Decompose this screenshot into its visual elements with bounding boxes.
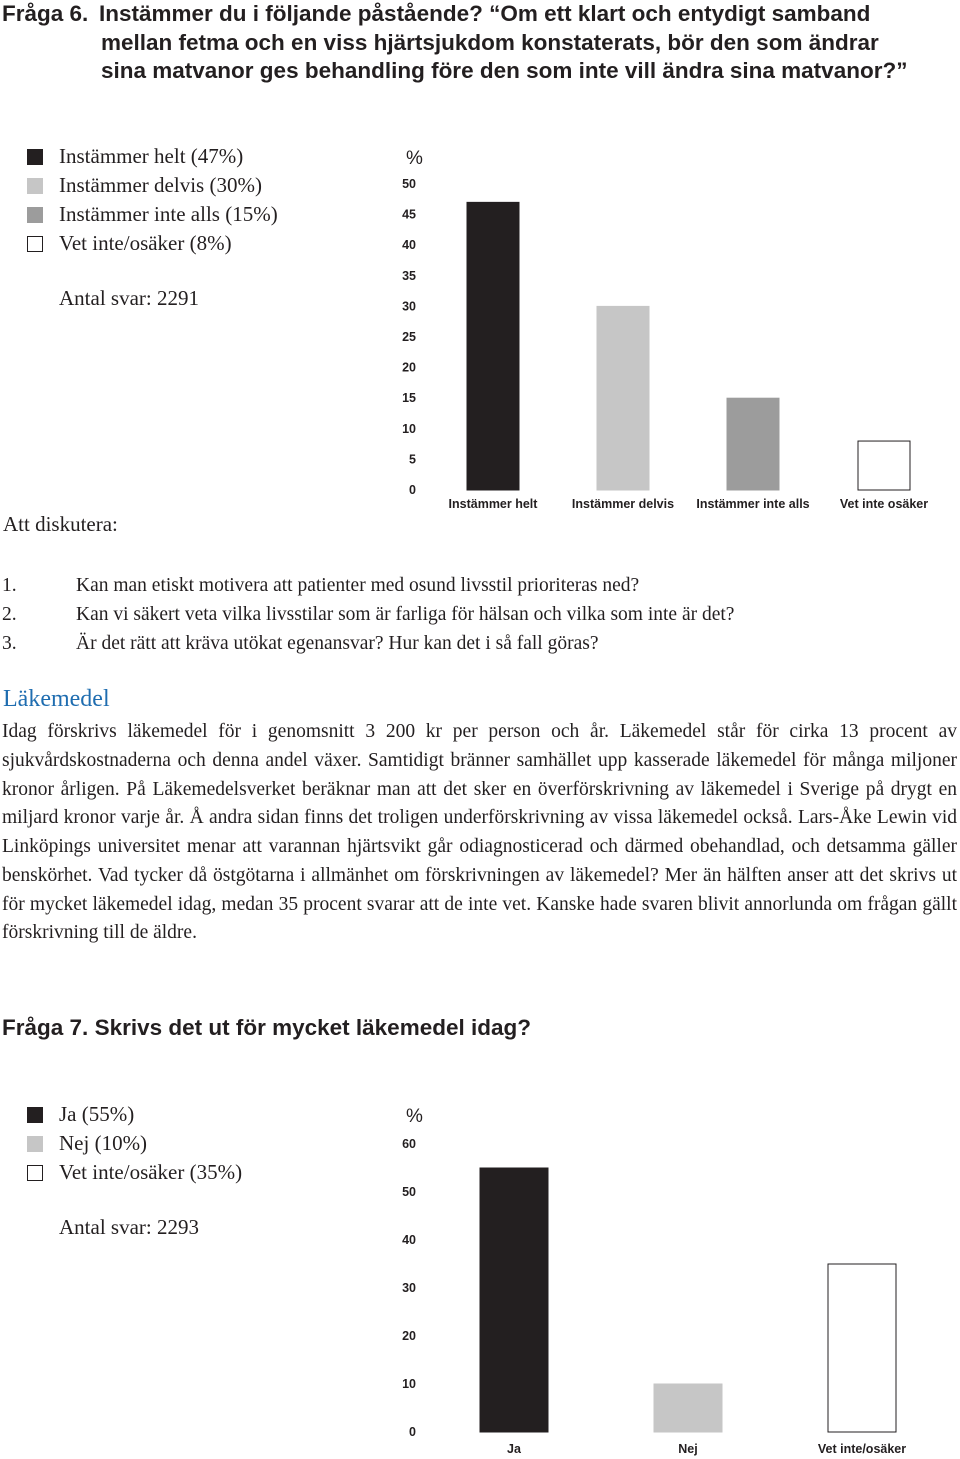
section-heading: Läkemedel [3, 686, 110, 712]
x-category-label: Nej [678, 1442, 698, 1456]
x-category-label: Instämmer inte alls [696, 497, 810, 511]
legend-label: Vet inte/osäker (8%) [59, 231, 232, 255]
y-tick-label: 30 [402, 299, 416, 314]
y-tick-label: 40 [402, 1233, 416, 1247]
list-item-text: Kan vi säkert veta vilka livsstilar som är farliga för hälsan och vilka som inte är det? [76, 604, 735, 625]
y-tick-label: 35 [402, 268, 416, 283]
y-axis-unit-label: % [406, 1106, 423, 1127]
y-tick-label: 20 [402, 1329, 416, 1343]
x-category-label: Vet inte/osäker [817, 1442, 907, 1456]
bar [654, 1384, 722, 1432]
chart-1-bar-chart [0, 140, 960, 520]
question-7-number: Fråga 7. [2, 1015, 89, 1040]
y-tick-label: 15 [402, 391, 416, 406]
question-7-title [2, 1014, 952, 1043]
y-tick-label: 45 [402, 207, 416, 222]
question-6-line-2: mellan fetma och en viss hjärtsjukdom konstaterats, bör den som ändrar [101, 29, 879, 55]
y-tick-label: 5 [409, 452, 416, 467]
discuss-label: Att diskutera: [3, 512, 118, 536]
question-6-line-1: Instämmer du i följande påstående? “Om ett klart och entydigt samband [99, 1, 871, 26]
y-tick-label: 30 [402, 1281, 416, 1295]
list-item [0, 571, 960, 600]
chart-2-bar-chart [0, 1100, 960, 1459]
y-tick-label: 50 [402, 1185, 416, 1199]
discuss-list [0, 571, 960, 658]
list-item-number: 3. [2, 633, 17, 654]
y-tick-label: 50 [402, 177, 416, 191]
bar [858, 441, 910, 490]
question-6-number: Fråga 6. [2, 1, 89, 26]
list-item-text: Kan man etiskt motivera att patienter med osund livsstil prioriteras ned? [76, 575, 640, 596]
list-item [0, 600, 960, 629]
question-7-text: Skrivs det ut för mycket läkemedel idag? [94, 1015, 531, 1040]
x-category-label: Vet inte osäker [839, 497, 929, 511]
legend-label: Vet inte/osäker (35%) [59, 1160, 243, 1184]
y-tick-label: 60 [402, 1137, 416, 1151]
legend-label: Ja (55%) [59, 1102, 135, 1126]
y-tick-label: 25 [402, 330, 416, 344]
y-tick-label: 0 [409, 1425, 416, 1439]
bar [467, 202, 519, 490]
question-6-line-3: sina matvanor ges behandling före den som inte vill ändra sina matvanor?” [101, 58, 908, 83]
legend-label: Instämmer inte alls (15%) [59, 202, 278, 226]
legend-label: Instämmer delvis (30%) [59, 173, 262, 197]
y-axis-unit-label: % [406, 148, 423, 169]
question-6-title [2, 0, 952, 86]
legend-label: Nej (10%) [59, 1131, 148, 1155]
bar [828, 1264, 896, 1432]
section-body-text: Idag förskrivs läkemedel för i genomsnitt 3 200 kr per person och år. Läkemedel står för cirka 13 procent av sjukvårdskostnaderna och denna andel växer. Samtidigt bränner samhället upp kasserade läkemedel för många miljoner kronor årligen. På Läkemedelsverket beräknar man att det sker en överförskrivning av läkemedel i Sverige på drygt en miljard kronor varje år. Å andra sidan finns det troligen underförskrivning av vissa läkemedel också. Lars-Åke Lewin vid Linköpings universitet menar att varannan hjärtsvikt går odiagnosticerad och därmed obehandlad, och detsamma gäller benskörhet. Vad tycker då östgötarna i allmänhet om förskrivningen av läkemedel? Mer än hälften anser att det skrivs ut för mycket läkemedel idag, medan 35 procent svarar att de inte vet. Kanske hade svaren blivit annorlunda om frågan gällt förskrivning till de äldre. [2, 721, 957, 944]
list-item-text: Är det rätt att kräva utökat egenansvar? Hur kan det i så fall göras? [76, 633, 599, 654]
y-tick-label: 0 [409, 483, 416, 497]
list-item-number: 1. [2, 575, 17, 596]
bar [597, 306, 649, 490]
bar [727, 398, 779, 490]
y-tick-label: 10 [402, 421, 416, 436]
y-tick-label: 40 [402, 238, 416, 253]
x-category-label: Instämmer delvis [571, 497, 675, 511]
list-item-number: 2. [2, 604, 17, 625]
x-category-label: Instämmer helt [448, 497, 538, 511]
y-tick-label: 10 [402, 1377, 416, 1391]
chart-2-response-count: Antal svar: 2293 [59, 1215, 199, 1239]
chart-1-response-count: Antal svar: 2291 [59, 286, 199, 310]
y-tick-label: 20 [402, 360, 416, 375]
legend-label: Instämmer helt (47%) [59, 144, 244, 168]
bar [480, 1168, 548, 1432]
x-category-label: Ja [507, 1442, 521, 1456]
list-item [0, 629, 960, 658]
